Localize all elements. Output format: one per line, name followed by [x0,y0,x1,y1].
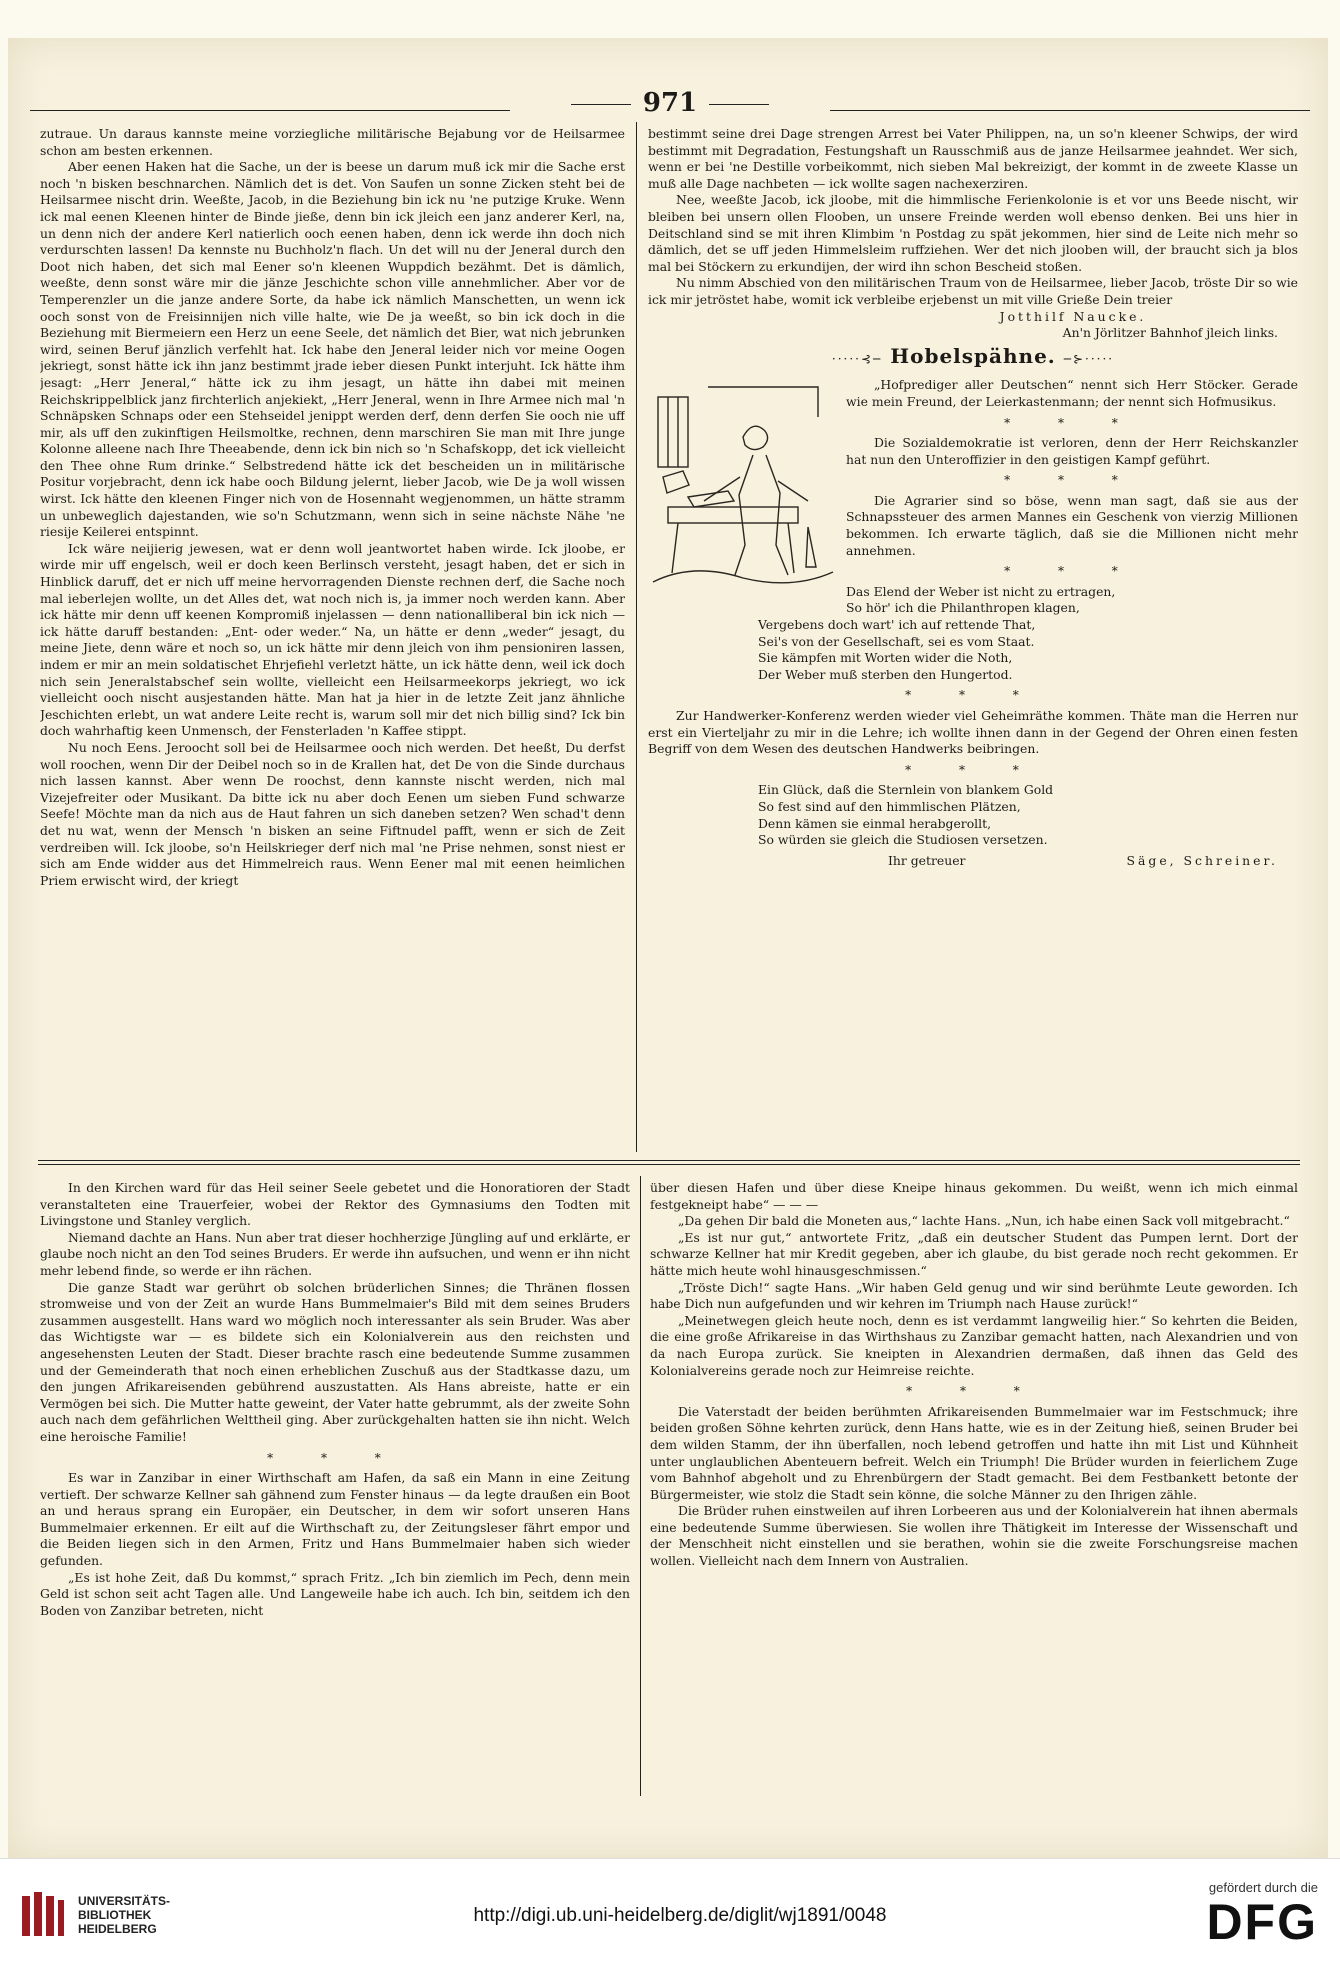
verse [648,782,1298,848]
separator-stars: * * * [905,762,1041,777]
ornament-right: ─⊱····· [1063,351,1115,366]
paragraph: In den Kirchen ward für das Heil seiner Seele gebetet und die Honoratioren der Stadt veranstalteten eine Trauerfeier, wobei der Rektor des Gymnasiums den Todten mit Livingstone und Stanley verglich. [40,1180,630,1229]
section-title-text: Hobelspähne. [890,343,1056,368]
page-number: 971 [520,88,820,118]
top-right-column [648,126,1298,1156]
section-title [648,343,1298,368]
paragraph: Nu nimm Abschied von den militärischen Traum von de Heilsarmee, lieber Jacob, tröste Dir so wie ick mir jetröstet habe, womit ick verbleibe erjebenst un mit ville Grieße Dein treier [648,275,1298,307]
dfg-logo: DFG [1206,1894,1318,1950]
separator-stars: * * * [1004,415,1140,430]
header-rule-right [830,110,1310,111]
signature-place: An'n Jörlitzer Bahnhof jleich links. [1062,325,1278,341]
separator-stars: * * * [1004,473,1140,488]
closing-right: Säge, Schreiner. [1126,852,1278,868]
separator-stars: * * * [267,1450,403,1465]
aphorism: Die Sozialdemokratie ist verloren, denn der Herr Reichskanzler hat nun den Unteroffizier in den geistigen Kampf geführt. [846,435,1298,467]
paragraph: „Da gehen Dir bald die Moneten aus,“ lachte Hans. „Nun, ich habe einen Sack voll mitgebracht.“ [678,1213,1290,1229]
header-rule-left [30,110,510,111]
paragraph: Nu noch Eens. Jeroocht soll bei de Heilsarmee ooch nich werden. Det heeßt, Du derfst woll roochen, wenn Dir der Deibel noch so in de Krallen hat, det De von die Sinde durchaus nich lassen kannst. Aber wenn De roochst, denn kannste nischt werden, nich mal Vizejefreiter oder Musikant. Da bitte ick nu aber doch Eenen um sieben Fund schwarze Seefe! Möchte man da nich aus de Haut fahren un sich daneben setzen? Wen schad't denn det nu wat, wenn der Mensch 'n bisken an seine Fiftnudel pafft, wenn er sich de Zeit verdreiben will. Ick jloobe, so'n Heilskrieger derf nich mal 'ne Prise nehmen, sonst niest er sich am Ende widder aus det Himmelreich raus. Wenn Eener mal mit eenen heimlichen Priem erwischt wird, der kriegt [40,739,625,888]
paragraph: zutraue. Un daraus kannste meine vorziegliche militärische Bejabung vor de Heilsarmee schon am besten erkennen. [40,126,625,158]
separator-stars: * * * [905,688,1041,703]
library-name [78,1894,170,1936]
signature: Jotthilf Naucke. [999,308,1147,324]
verse-line: Sei's von der Gesellschaft, sei es vom Staat. [758,633,1035,649]
aphorism-text: „Hofprediger aller Deutschen“ nennt sich Herr Stöcker. Gerade wie mein Freund, der Leierkastenmann; der nennt sich Hofmusikus. [846,377,1298,409]
paragraph: Nee, weeßte Jacob, ick jloobe, mit die himmlische Ferienkolonie is et vor uns Beede nischt, wir bleiben bei unsern ollen Flooben, un unsere Freinde werden woll ebenso denken. Bei uns hier in Deitschland sind se mit ihren Klimbim 'n Postdag zu spät jekommen, hier sind de Leite nich mehr so dämlich, det se uff jeden Himmelsleim ruffziehen. Wer det nich jlooben will, der braucht sich ja blos mal bei Stöckern zu erkundijen, der wird ihn schon Bescheid stoßen. [648,192,1298,274]
paragraph: „Tröste Dich!“ sagte Hans. „Wir haben Geld genug und wir sind berühmte Leute geworden. Ich habe Dich nun aufgefunden und wir kehren im Triumph nach Hause zurück!“ [650,1279,1298,1312]
funding-caption: gefördert durch die [1208,1880,1318,1895]
paragraph: Aber eenen Haken hat die Sache, un der is beese un darum muß ick mir die Sache erst noch 'n bisken beschnarchen. Nämlich det is det. Von Saufen un sonne Zicken steht bei de Heilsarmee nischt drin. Weeßte, Jacob, in die Beziehung bin ick nu 'ne putzige Kruke. Wenn ick mal eenen Kleenen hinter de Binde jieße, denn bin ick jleich een janz anderer Kerl, na, un denn nich der andere Kerl natierlich ooch eenen haben, denn ick werde ihn doch nich verdurschten lassen! Da kennste nu Buchholz'n flach. Un det will nu der Jeneral durch den Doot nich haben, det sich mal Eener so'n kleenen Wuppdich bezähmt. Det is dämlich, weeßte, denn sonst wäre mir die jänze Jeschichte schon ville annehmlicher. Aber vor de Temperenzler un die janze andere Sorte, da habe ick nämlich Manschetten, un wenn ick ooch sonst von de Freisinnijen nich ville halte, wie De ja weeßt, so bin ick doch in die Beziehung mit Biermeiern een Herz un eene Seele, det nämlich det Bier, wat nich jebrunken wird, seinen Beruf jänzlich verfehlt hat. Ick habe den Jeneral leider nich vor meine Oogen jekriegt, sonst hätte ick ihn janz bestimmt jrade ieber diesen Punkt interjuht. Ick hätte ihm jesagt: „Herr Jeneral,“ hätte ick zu ihm jesagt, un hätte ihn dabei mit meinen Reichskrippelblick janz firchterlich anjekiekt, „Herr Jeneral, wenn in Ihre Armee nich mal 'n Schnäpsken Schnaps oder een Stehseidel jenippt werden derf, denn derfen Sie ooch nie uff mir, als uff den zukinftigen Heilsmoltke, rechnen, denn marschiren Sie man mit Ihre junge Kolonne alleene nach Ihre Theeabende, denn ick bin nich so 'n Schafskopp, det ick vielleicht den Thee ohne Rum drinke.“ Selbstredend hätte ick det bescheiden un in militärische Positur vorjebracht, denn ick habe ooch Bildung jelernt, lieber Jacob, wie De ja woll wissen wirst. Ick hätte den kleenen Finger nich von de Hosennaht wegjenommen, un hätte stramm un unbeweglich dajestanden, wie so'n Schutzmann, wenn sich in seine nächste Nähe 'ne riesije Keilerei entspinnt. [40,159,625,540]
verse-line: Ein Glück, daß die Sternlein von blankem Gold [758,782,1054,798]
library-logo[interactable] [18,1890,228,1950]
section-divider-double [38,1164,1300,1165]
paragraph: „Es ist nur gut,“ antwortete Fritz, „daß ein deutscher Student das Pumpen lernt. Dort der schwarze Kellner hat mir Kredit gegeben, aber ich glaube, du bist gerade noch recht gekommen. Er hätte mich heute wohl hinausgeschmissen.“ [650,1229,1298,1278]
section-divider [38,1160,1300,1161]
paragraph: Es war in Zanzibar in einer Wirthschaft am Hafen, da saß ein Mann in eine Zeitung vertieft. Der schwarze Kellner sah gähnend zum Fenster hinaus — da legte draußen ein Boot an und heraus sprang ein Europäer, ein Deutscher, in dem wir sofort unseren Hans Bummelmaier erkennen. Er eilt auf die Wirthschaft zu, der Zeitungsleser fährt empor und die Beiden liegen sich in den Armen, Fritz und Hans Bummelmaier haben sich wieder gefunden. [40,1470,630,1569]
verse-line: Vergebens doch wart' ich auf rettende That, [758,617,1036,633]
paragraph: Die Brüder ruhen einstweilen auf ihren Lorbeeren aus und der Kolonialverein hat ihnen abermals eine bedeutende Summe überwiesen. Sie wollen ihre Thätigkeit im Interesse der Wissenschaft und der Menschheit nicht einstellen und sie berathen, wohin sie die zweite Forschungsreise machen wollen. Vielleicht nach dem Innern von Australien. [650,1503,1298,1569]
separator-stars: * * * [906,1384,1042,1399]
source-url[interactable]: http://digi.ub.uni-heidelberg.de/diglit/wj1891/0048 [473,1905,887,1926]
aphorism: Die Agrarier sind so böse, wenn man sagt, daß sie aus der Schnapssteuer des armen Mannes ein Geschenk von vierzig Millionen bekommen. Ich erwarte täglich, daß sie die Millionen nicht mehr annehmen. [846,492,1298,558]
paragraph: „Es ist hohe Zeit, daß Du kommst,“ sprach Fritz. „Ich bin ziemlich im Pech, denn mein Geld ist schon seit acht Tagen alle. Und Langeweile habe ich auch. Ich bin, seitdem ich den Boden von Zanzibar betreten, nicht [40,1569,630,1618]
library-seal-icon [18,1890,68,1944]
funding-logo[interactable] [1188,1880,1318,1949]
paragraph: „Meinetwegen gleich heute noch, denn es ist verdammt langweilig hier.“ So kehrten die Beiden, die eine große Afrikareise in das Wirthshaus zu Zanzibar gemacht hatten, nach Alexandrien und von da nach Europa zurück. Sie kneipten in Alexandrien dermaßen, daß ihnen das Geld des Kolonialvereins gerade noch zur Heimreise reichte. [650,1312,1298,1378]
separator-stars: * * * [1004,564,1140,579]
carpenter-illustration [648,377,838,597]
paragraph: Die Vaterstadt der beiden berühmten Afrikareisenden Bummelmaier war im Festschmuck; ihre beiden großen Söhne kehrten zurück, denn Hans hatte, wie es in der Zeitung hieß, seinen Bruder bei dem wilden Stamm, der ihn überfallen, noch lebend getroffen und hatte ihn mit List und Kühnheit unter unglaublichen Abenteuern befreit. Welch ein Triumph! Die Brüder wurden in feierlichem Zuge vom Bahnhof abgeholt und zu Ehrenbürgern der Stadt gemacht. Bei dem Festbankett betonte der Bürgermeister, wie stolz die Stadt sein könne, die solche Männer zu den Ihrigen zähle. [650,1403,1298,1502]
closing-line [648,853,1298,870]
library-name-line: HEIDELBERG [78,1922,157,1936]
top-left-column [40,126,625,1156]
bottom-right-column [650,1180,1298,1790]
verse-line: So würden sie gleich die Studiosen versetzen. [758,832,1048,848]
verse [648,584,1298,684]
verse-line: Das Elend der Weber ist nicht zu ertragen, [846,583,1116,599]
verse-line: Der Weber muß sterben den Hungertod. [758,666,1013,682]
paragraph: über diesen Hafen und über diese Kneipe hinaus gekommen. Du weißt, wenn ich mich einmal festgekneipt habe“ — — — [650,1180,1298,1212]
verse-line: Sie kämpfen mit Worten wider die Noth, [758,650,1013,666]
column-divider-bottom [640,1176,641,1796]
paragraph: Ick wäre neijierig jewesen, wat er denn woll jeantwortet haben wirde. Ick jloobe, er wirde mir uff engelsch, weil er doch keen Berlinsch versteht, jesagt haben, det er sich in Hinblick daruff, det er nich uff meine hervorragenden Dienste rechnen derf, die Sache noch mal ieberlejen wollte, un det Alles det, wat noch nich is, ja immer noch werden kann. Aber ick hätte mir denn uff keenen Kompromiß injelassen — denn nationalliberal bin ick nich — ick hätte daruff bestanden: „Ent- oder weder.“ Na, un hätte er denn „weder“ jesagt, du meine Jiete, denn wäre et noch so, un ick hätte mir denn jleich von ihm pensioniren lassen, indem er mir an mein soldatischet Ehrjefiehl verletzt hätte, un ick hätte denn, weil ick doch nich sein Jeneralstabschef sein wollte, vielleicht een Heilsarmeekorps jekriegt, wo ick vielleicht ooch nischt ausjestanden hätte. Man hat ja hier in de letzte Zeit janz ähnliche Jeschichten erlebt, un wat andere Leite recht is, warum soll mir det nich billig sind? Ick bin doch wahrhaftig keen Unmensch, der Fensterladen 'n Kaffee stippt. [40,540,625,739]
verse-line: So fest sind auf den himmlischen Plätzen, [758,798,1021,814]
library-name-line: UNIVERSITÄTS- [78,1894,171,1908]
column-divider-top [636,122,637,1152]
ornament-left: ·····⊰─ [831,351,883,366]
aphorism: Zur Handwerker-Konferenz werden wieder viel Geheimräthe kommen. Thäte man die Herren nur erst ein Vierteljahr zu mir in die Lehre; ich wollte ihnen dann in der Gegend der Ohren einen festen Begriff von dem Wesen des deutschen Handwerks beibringen. [648,708,1298,757]
bottom-left-column [40,1180,630,1790]
library-name-line: BIBLIOTHEK [78,1908,152,1922]
verse-line: Denn kämen sie einmal herabgerollt, [758,815,992,831]
closing-left: Ihr getreuer [888,852,966,868]
paragraph: bestimmt seine drei Dage strengen Arrest bei Vater Philippen, na, un so'n kleener Schwips, der wird bestimmt mit Degradation, Festungshaft un Rausschmiß aus de janze Heilsarmee jeahndet. Wer sich, wenn er bei 'ne Destille vorbeikommt, nich sieben Mal bekreizigt, der kommt in de zweete Klasse un muß alle Dage nachbeten — ick wollte sagen nachexerziren. [648,126,1298,191]
paragraph: Niemand dachte an Hans. Nun aber trat dieser hochherzige Jüngling auf und erklärte, er glaube noch nicht an den Tod seines Bruders. Er werde ihn aufsuchen, und wenn er ihn nicht mehr lebend finde, so werde er ihn rächen. [40,1229,630,1278]
paragraph: Die ganze Stadt war gerührt ob solchen brüderlichen Sinnes; die Thränen flossen stromweise und von der Zeit an wurde Hans Bummelmaier's Bild mit dem seines Bruders zusammen ausgestellt. Hans ward wo möglich noch interessanter als sein Bruder. Was aber das Wichtigste war — es bildete sich ein Kolonialverein aus den reichsten und angesehensten Leuten der Stadt. Dieser brachte rasch eine bedeutende Summe zusammen und der Gemeinderath that noch einen erheblichen Zuschuß aus der Stadtkasse dazu, um den jungen Afrikareisenden gebührend auszustatten. Als Hans abreiste, hatte er ein Vermögen bei sich. Die Mutter hatte geweint, der Vater hatte gebrummt, als der zweite Sohn auch nach dem gefährlichen Welttheil ging. Aber zurückgehalten hatten sie ihn nicht. Welch eine heroische Familie! [40,1279,630,1444]
verse-line: So hör' ich die Philanthropen klagen, [846,600,1080,616]
